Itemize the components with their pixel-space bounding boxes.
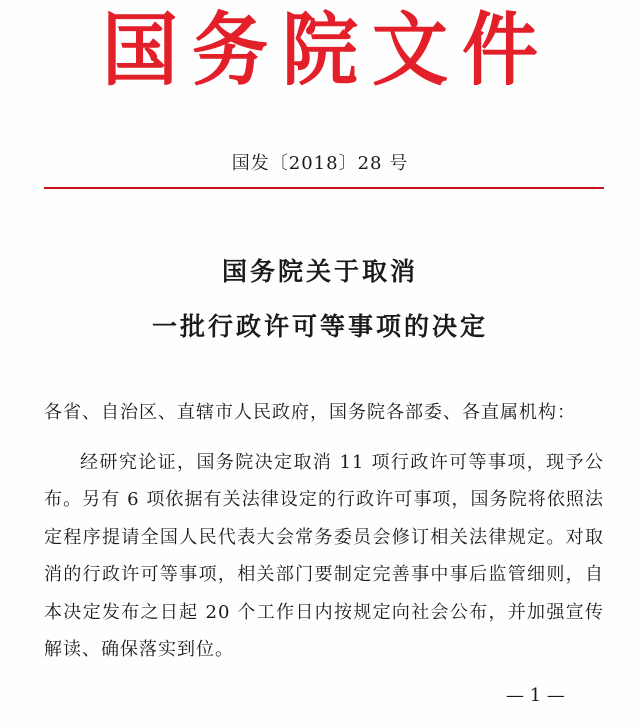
salutation: 各省、自治区、直辖市人民政府，国务院各部委、各直属机构：: [44, 402, 576, 423]
document-number: 国发〔2018〕28 号: [231, 153, 409, 174]
document-title-line-1: 国务院关于取消: [221, 257, 418, 286]
red-divider-line: [44, 187, 604, 189]
document-masthead: 国务院文件: [102, 3, 552, 97]
document-title-line-2: 一批行政许可等事项的决定: [151, 312, 488, 341]
page-number: — 1 —: [506, 685, 565, 706]
body-paragraph: 经研究论证，国务院决定取消 11 项行政许可等事项，现予公布。另有 6 项依据有关法律设定的行政许可事项，国务院将依照法定程序提请全国人民代表大会常务委员会修订相关法律规定。对取消的行政许可等事项，相关部门要制定完善事中事后监管细则，自本决定发布之日起 20 个工作日内按规定向社会公布，并加强宣传解读、确保落实到位。: [44, 452, 604, 661]
